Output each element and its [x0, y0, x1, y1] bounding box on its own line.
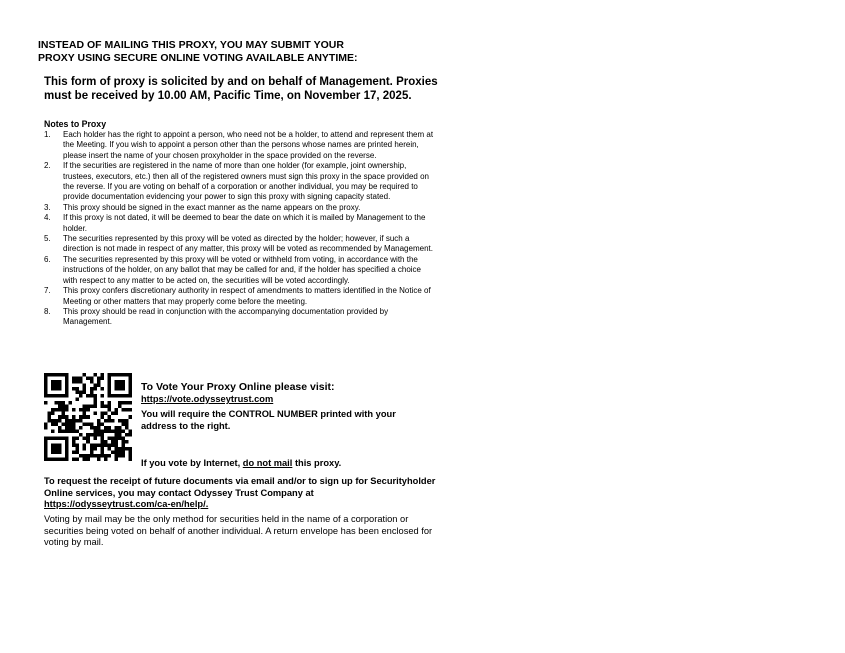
notes-list — [44, 130, 434, 328]
heading-line-1: INSTEAD OF MAILING THIS PROXY, YOU MAY SUBMIT YOUR — [38, 39, 344, 51]
note-item — [44, 213, 434, 234]
note-number: 2. — [44, 161, 51, 171]
note-number: 1. — [44, 130, 51, 139]
online-voting-heading — [38, 39, 438, 65]
note-item — [44, 130, 434, 161]
note-item — [44, 286, 434, 307]
odyssey-help-link[interactable]: https://odysseytrust.com/ca-en/help/. — [44, 499, 209, 509]
note-number: 8. — [44, 306, 51, 316]
vote-online-title: To Vote Your Proxy Online please visit: — [141, 381, 335, 393]
note-number: 5. — [44, 234, 51, 244]
note-text: If the securities are registered in the name of more than one holder (for example, joint ownership, trustees, executors, etc.) then all of the registered owners must sign this proxy in the space provided on the reverse. If you are voting on behalf of a corporation or another individual, you may be required to provide documentation evidencing your power to sign this proxy with signing capacity stated. — [63, 161, 429, 202]
note-number: 4. — [44, 213, 51, 223]
internet-note-suffix: this proxy. — [292, 458, 342, 468]
note-text: This proxy confers discretionary authority in respect of amendments to matters identified in the Notice of Meeting or other matters that may properly come before the meeting. — [63, 286, 431, 306]
note-item — [44, 161, 434, 203]
note-item — [44, 255, 434, 286]
note-text: The securities represented by this proxy will be voted or withheld from voting, in accordance with the instructions of the holder, on any ballot that may be called for and, if the holder has specified a choice with respect to any matter to be acted on, the securities will be voted accordingly. — [63, 254, 421, 285]
note-number: 6. — [44, 254, 51, 264]
solicitation-statement: This form of proxy is solicited by and on behalf of Management. Proxies must be received by 10.00 AM, Pacific Time, on November 17, 2025. — [44, 76, 438, 102]
note-number: 7. — [44, 286, 51, 296]
note-text: The securities represented by this proxy will be voted as directed by the holder; however, if such a direction is not made in respect of any matter, this proxy will be voted as recommended by Management. — [63, 234, 433, 254]
note-item — [44, 234, 434, 255]
mail-voting-note: Voting by mail may be the only method for securities held in the name of a corporation or securities being voted on behalf of another individual. A return envelope has been enclosed for voting by mail. — [44, 514, 433, 547]
internet-vote-note — [141, 458, 341, 468]
note-item — [44, 203, 434, 213]
control-number-instructions: You will require the CONTROL NUMBER printed with your address to the right. — [141, 409, 396, 431]
receipt-text: To request the receipt of future documents via email and/or to sign up for Securityholder Online services, you may contact Odyssey Trust Company at — [44, 476, 436, 498]
note-item — [44, 307, 434, 328]
note-number: 3. — [44, 202, 51, 212]
qr-code-icon[interactable] — [44, 373, 132, 461]
note-text: Each holder has the right to appoint a person, who need not be a holder, to attend and represent them at the Meeting. If you wish to appoint a person other than the persons whose names are printed herein, please insert the name of your chosen proxyholder in the space provided on the reverse. — [63, 130, 434, 160]
heading-line-2: PROXY USING SECURE ONLINE VOTING AVAILABLE ANYTIME: — [38, 52, 358, 64]
vote-url-link[interactable]: https://vote.odysseytrust.com — [141, 394, 274, 404]
document-receipt-note — [44, 476, 439, 511]
notes-title: Notes to Proxy — [44, 119, 107, 129]
note-text: If this proxy is not dated, it will be deemed to bear the date on which it is mailed by Management to the holder. — [63, 213, 426, 233]
internet-note-prefix: If you vote by Internet, — [141, 458, 243, 468]
note-text: This proxy should be signed in the exact manner as the name appears on the proxy. — [63, 202, 361, 212]
note-text: This proxy should be read in conjunction with the accompanying documentation provided by Management. — [63, 306, 389, 327]
do-not-mail-text: do not mail — [242, 458, 293, 468]
